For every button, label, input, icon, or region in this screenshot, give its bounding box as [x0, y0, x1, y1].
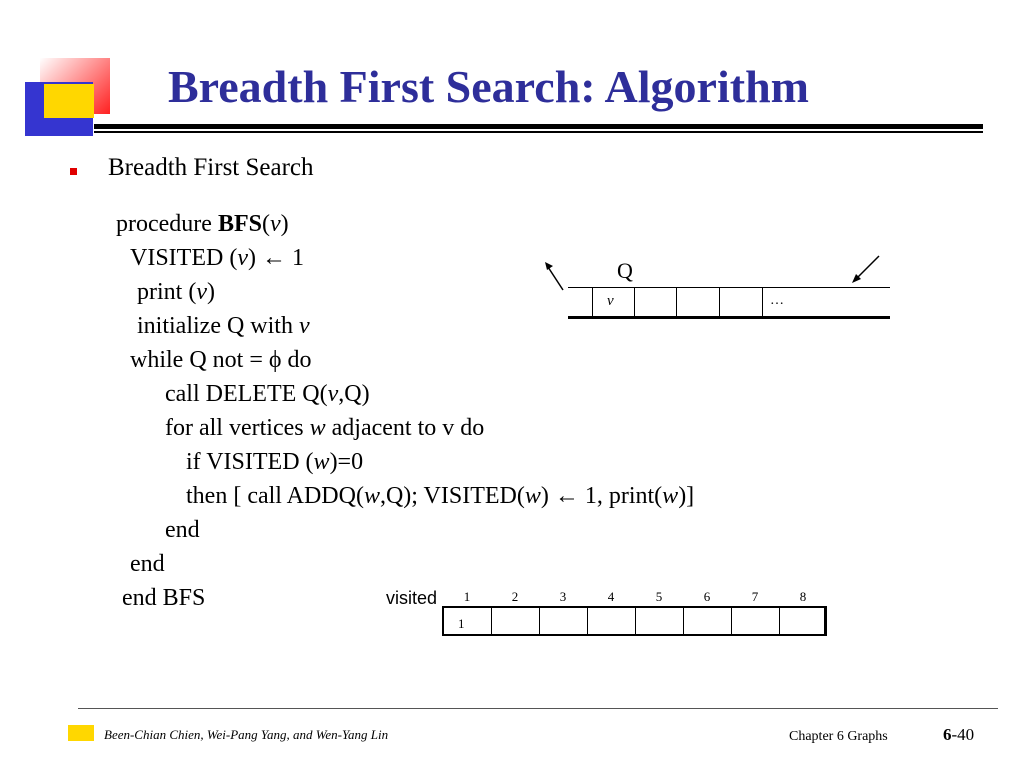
footer-divider: [78, 708, 998, 709]
code-text: ,Q): [338, 381, 370, 407]
code-arg: w: [313, 449, 330, 475]
code-arg: v: [327, 381, 339, 407]
code-line-11: end: [130, 551, 165, 577]
queue-bottom-line: [568, 316, 890, 319]
visited-index-header: 3: [559, 589, 567, 604]
code-text: ) ← 1: [247, 245, 304, 271]
code-line-12: end BFS: [122, 585, 206, 611]
code-text: ,Q); VISITED(: [379, 483, 525, 509]
visited-label: visited: [386, 588, 438, 608]
code-line-9: [186, 484, 694, 508]
queue-label: Q: [617, 258, 633, 283]
code-arg: w: [662, 483, 679, 509]
visited-index-header: 2: [511, 589, 519, 604]
code-line-1: [116, 212, 289, 236]
code-line-3: [137, 280, 215, 304]
queue-cell-divider: [719, 288, 720, 316]
queue-cell-divider: [592, 288, 593, 316]
queue-top-line: [568, 287, 890, 288]
visited-cell-divider: [587, 608, 588, 636]
code-text: adjacent to v do: [325, 415, 485, 441]
visited-cell-divider: [491, 608, 492, 636]
title-divider-thick: [94, 124, 983, 129]
code-text: VISITED (: [130, 245, 238, 271]
code-arg: v: [237, 245, 248, 271]
code-paren-open: (: [261, 211, 270, 237]
visited-cell-divider: [779, 608, 780, 636]
code-arg: w: [524, 483, 541, 509]
queue-cell-divider: [762, 288, 763, 316]
code-text: print (: [137, 279, 197, 305]
footer-chapter: Chapter 6 Graphs: [789, 729, 888, 744]
queue-cell-divider: [634, 288, 635, 316]
title-divider-thin: [94, 131, 983, 133]
code-text: ): [206, 279, 215, 305]
code-arg: v: [298, 313, 310, 339]
code-line-2: [130, 246, 304, 270]
queue-ellipsis: …: [770, 293, 784, 308]
code-text: for all vertices: [165, 415, 310, 441]
visited-index-header: 5: [655, 589, 663, 604]
page-number-bold: 6: [943, 725, 952, 744]
code-text: initialize Q with: [137, 313, 299, 339]
visited-cell-divider: [539, 608, 540, 636]
code-line-10: end: [165, 517, 200, 543]
decorative-yellow-square: [44, 84, 94, 118]
code-text: call DELETE Q(: [165, 381, 328, 407]
slide-title: Breadth First Search: Algorithm: [168, 61, 809, 112]
visited-cell-divider: [731, 608, 732, 636]
queue-cell-divider: [676, 288, 677, 316]
visited-cell-divider: [683, 608, 684, 636]
bullet-marker: [70, 168, 77, 175]
code-line-8: [186, 450, 363, 474]
dequeue-arrow-icon: [545, 262, 563, 290]
visited-cell-divider: [635, 608, 636, 636]
visited-index-header: 7: [751, 589, 759, 604]
code-text: then [ call ADDQ(: [186, 483, 364, 509]
code-paren-close: ): [280, 211, 289, 237]
visited-index-header: 8: [799, 589, 807, 604]
code-arg: v: [196, 279, 207, 305]
visited-index-header: 1: [463, 589, 471, 604]
code-keyword-procedure: procedure: [116, 211, 218, 237]
code-text: )]: [678, 483, 695, 509]
visited-index-header: 4: [607, 589, 615, 604]
code-line-4: [137, 314, 310, 338]
code-line-7: [165, 416, 484, 440]
code-arg: w: [309, 415, 326, 441]
code-line-5: while Q not = ϕ do: [130, 347, 312, 373]
queue-cell-value: v: [607, 293, 614, 309]
code-arg: v: [269, 211, 281, 237]
bullet-text: Breadth First Search: [108, 154, 314, 181]
code-procedure-name: BFS: [217, 211, 262, 237]
footer-page-number: [943, 725, 974, 745]
enqueue-arrow-icon: [852, 256, 879, 283]
visited-index-header: 6: [703, 589, 711, 604]
page-number-rest: -40: [951, 725, 975, 744]
footer-authors: Been-Chian Chien, Wei-Pang Yang, and Wen-Yang Lin: [104, 727, 389, 742]
code-text: if VISITED (: [186, 449, 314, 475]
code-text: ) ← 1, print(: [540, 483, 663, 509]
code-text: )=0: [329, 449, 364, 475]
footer-yellow-square: [68, 725, 94, 741]
code-line-6: [165, 382, 370, 406]
visited-cell-value: 1: [458, 616, 465, 631]
code-arg: w: [363, 483, 380, 509]
